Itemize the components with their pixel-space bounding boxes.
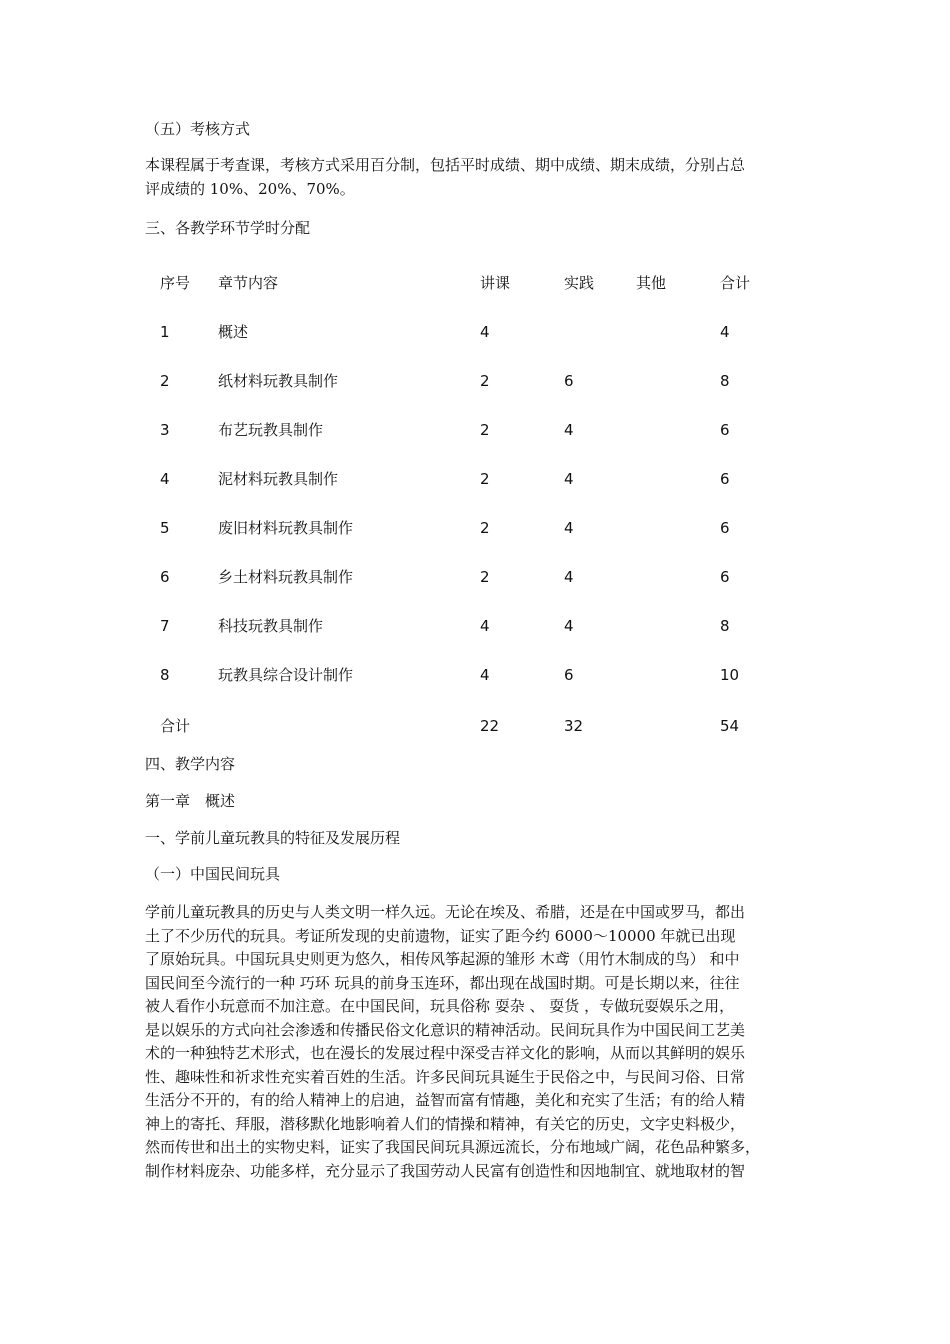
row-practice: 4 xyxy=(564,518,574,537)
total-content-empty xyxy=(218,699,480,752)
body-line: 制作材料庞杂、功能多样，充分显示了我国劳动人民富有创造性和因地制宜、就地取材的智 xyxy=(145,1161,746,1180)
row-total: 6 xyxy=(720,567,730,586)
row-lecture: 4 xyxy=(480,665,490,684)
hours-table xyxy=(145,258,800,752)
row-lecture: 2 xyxy=(480,518,490,537)
row-practice: 4 xyxy=(564,567,574,586)
assessment-line-2: 评成绩的 10%、20%、70%。 xyxy=(145,179,355,198)
row-no: 7 xyxy=(160,616,170,635)
total-practice: 32 xyxy=(564,716,584,735)
body-line: 国民间至今流行的一种 巧环 玩具的前身玉连环，都出现在战国时期。可是长期以来，往往 xyxy=(145,973,740,992)
row-other xyxy=(636,552,720,601)
body-line: 了原始玩具。中国玩具史则更为悠久，相传风筝起源的雏形 木鸢（用竹木制成的鸟） 和中 xyxy=(145,950,740,968)
row-lecture: 4 xyxy=(480,616,490,635)
table-row xyxy=(145,454,800,503)
body-line: 性、趣味性和祈求性充实着百姓的生活。许多民间玩具诞生于民俗之中，与民间习俗、日常 xyxy=(145,1067,746,1086)
row-content: 乡土材料玩教具制作 xyxy=(218,568,354,586)
total-sum: 54 xyxy=(720,716,740,735)
row-total: 6 xyxy=(720,518,730,537)
row-total: 10 xyxy=(720,665,740,684)
assessment-paragraph xyxy=(145,154,815,201)
row-practice: 4 xyxy=(564,616,574,635)
row-content: 玩教具综合设计制作 xyxy=(218,666,354,684)
body-line: 然而传世和出土的实物史料，证实了我国民间玩具源远流长，分布地域广阔，花色品种繁多， xyxy=(145,1138,761,1156)
row-no: 8 xyxy=(160,665,170,684)
chapter1-heading: 第一章 概述 xyxy=(145,792,236,810)
row-other xyxy=(636,454,720,503)
row-content: 泥材料玩教具制作 xyxy=(218,470,339,488)
section5-heading: （五）考核方式 xyxy=(145,120,251,138)
row-content: 布艺玩教具制作 xyxy=(218,421,324,439)
row-total: 8 xyxy=(720,371,730,390)
body-line: 是以娱乐的方式向社会渗透和传播民俗文化意识的精神活动。民间玩具作为中国民间工艺美 xyxy=(145,1020,746,1039)
table-row xyxy=(145,552,800,601)
row-total: 6 xyxy=(720,420,730,439)
table-row xyxy=(145,650,800,699)
row-total: 4 xyxy=(720,322,730,341)
total-other xyxy=(636,699,720,752)
body-line: 被人看作小玩意而不加注意。在中国民间，玩具俗称 耍杂 、 耍货 ，专做玩耍娱乐之用， xyxy=(145,997,735,1015)
row-other xyxy=(636,650,720,699)
row-content: 废旧材料玩教具制作 xyxy=(218,519,354,537)
total-label: 合计 xyxy=(160,717,191,735)
row-total: 8 xyxy=(720,616,730,635)
header-no: 序号 xyxy=(160,274,191,292)
row-no: 2 xyxy=(160,371,170,390)
row-no: 5 xyxy=(160,518,170,537)
row-content: 纸材料玩教具制作 xyxy=(218,372,339,390)
total-lecture: 22 xyxy=(480,716,500,735)
row-practice xyxy=(564,307,636,356)
row-lecture: 2 xyxy=(480,469,490,488)
row-practice: 4 xyxy=(564,469,574,488)
row-other xyxy=(636,356,720,405)
header-practice: 实践 xyxy=(564,274,595,292)
row-total: 6 xyxy=(720,469,730,488)
table-header-row xyxy=(145,258,800,307)
section3-heading: 三、各教学环节学时分配 xyxy=(145,219,311,237)
row-practice: 6 xyxy=(564,371,574,390)
body-line: 土了不少历代的玩具。考证所发现的史前遗物，证实了距今约 6000～10000 年就已出现 xyxy=(145,926,736,945)
row-no: 1 xyxy=(160,322,170,341)
table-row xyxy=(145,601,800,650)
row-lecture: 2 xyxy=(480,420,490,439)
subsection1-heading: 一、学前儿童玩教具的特征及发展历程 xyxy=(145,829,401,847)
row-lecture: 2 xyxy=(480,567,490,586)
row-content: 科技玩教具制作 xyxy=(218,617,324,635)
row-other xyxy=(636,307,720,356)
table-row xyxy=(145,503,800,552)
table-row xyxy=(145,307,800,356)
table-row xyxy=(145,356,800,405)
header-other: 其他 xyxy=(636,274,667,292)
header-content: 章节内容 xyxy=(218,274,279,292)
body-line: 术的一种独特艺术形式，也在漫长的发展过程中深受吉祥文化的影响，从而以其鲜明的娱乐 xyxy=(145,1044,746,1062)
subsub1-heading: （一）中国民间玩具 xyxy=(145,865,281,883)
header-lecture: 讲课 xyxy=(480,274,511,292)
section4-heading: 四、教学内容 xyxy=(145,755,236,773)
row-practice: 6 xyxy=(564,665,574,684)
body-paragraph xyxy=(145,901,815,1183)
table-row xyxy=(145,405,800,454)
body-line: 学前儿童玩教具的历史与人类文明一样久远。无论在埃及、希腊，还是在中国或罗马，都出 xyxy=(145,903,746,921)
row-lecture: 4 xyxy=(480,322,490,341)
row-other xyxy=(636,601,720,650)
body-line: 神上的寄托、拜服，潜移默化地影响着人们的情操和精神，有关它的历史，文字史料极少， xyxy=(145,1114,746,1133)
header-total: 合计 xyxy=(720,274,751,292)
row-no: 6 xyxy=(160,567,170,586)
table-total-row xyxy=(145,699,800,752)
row-other xyxy=(636,405,720,454)
row-lecture: 2 xyxy=(480,371,490,390)
row-content: 概述 xyxy=(218,323,249,341)
row-other xyxy=(636,503,720,552)
row-no: 4 xyxy=(160,469,170,488)
body-line: 生活分不开的，有的给人精神上的启迪，益智而富有情趣，美化和充实了生活；有的给人精 xyxy=(145,1091,746,1109)
row-no: 3 xyxy=(160,420,170,439)
row-practice: 4 xyxy=(564,420,574,439)
assessment-line-1: 本课程属于考查课，考核方式采用百分制，包括平时成绩、期中成绩、期末成绩，分别占总 xyxy=(145,156,746,174)
